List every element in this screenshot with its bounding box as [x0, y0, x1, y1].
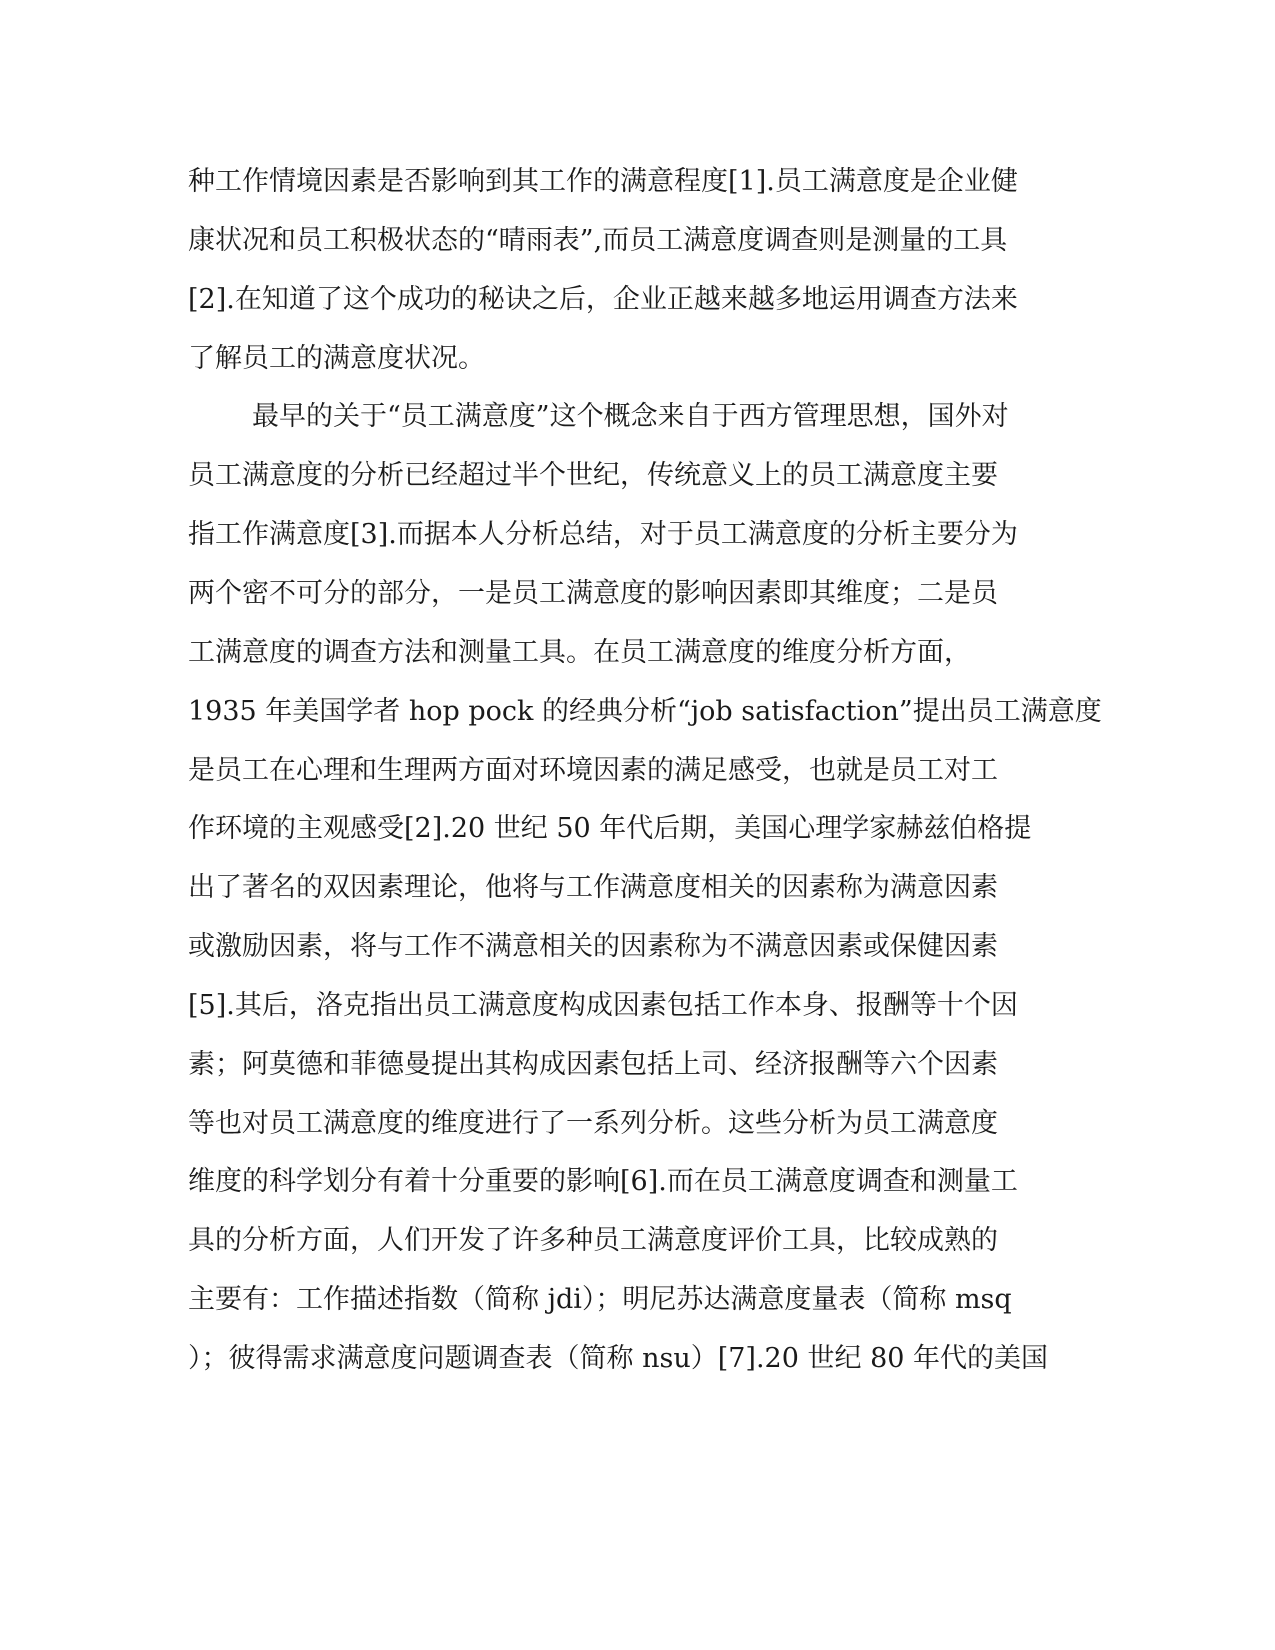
text-line: 作环境的主观感受[2].20 世纪 50 年代后期，美国心理学家赫兹伯格提 — [188, 813, 1032, 844]
text-line: 工满意度的调查方法和测量工具。在员工满意度的维度分析方面， — [188, 637, 971, 668]
text-line: 员工满意度的分析已经超过半个世纪，传统意义上的员工满意度主要 — [188, 460, 998, 491]
paragraph-first-line: 最早的关于“员工满意度”这个概念来自于西方管理思想，国外对 — [252, 401, 1009, 432]
text-line: 指工作满意度[3].而据本人分析总结，对于员工满意度的分析主要分为 — [188, 519, 1018, 550]
text-line: 等也对员工满意度的维度进行了一系列分析。这些分析为员工满意度 — [188, 1108, 998, 1139]
text-line: 康状况和员工积极状态的“晴雨表”,而员工满意度调查则是测量的工具 — [188, 225, 1008, 256]
text-line: [2].在知道了这个成功的秘诀之后，企业正越来越多地运用调查方法来 — [188, 284, 1018, 315]
text-line: ）；彼得需求满意度问题调查表（简称 nsu）[7].20 世纪 80 年代的美国 — [188, 1343, 1049, 1374]
text-line: 出了著名的双因素理论，他将与工作满意度相关的因素称为满意因素 — [188, 872, 998, 903]
text-line: 1935 年美国学者 hop pock 的经典分析“job satisfaction”提出员工满意度 — [188, 696, 1102, 727]
text-line: 素；阿莫德和菲德曼提出其构成因素包括上司、经济报酬等六个因素 — [188, 1049, 998, 1080]
text-line: 两个密不可分的部分，一是员工满意度的影响因素即其维度；二是员 — [188, 578, 998, 609]
text-line: 了解员工的满意度状况。 — [188, 343, 485, 374]
text-line: 具的分析方面，人们开发了许多种员工满意度评价工具，比较成熟的 — [188, 1225, 998, 1256]
text-line: 维度的科学划分有着十分重要的影响[6].而在员工满意度调查和测量工 — [188, 1166, 1018, 1197]
text-line: 种工作情境因素是否影响到其工作的满意程度[1].员工满意度是企业健 — [188, 166, 1018, 197]
text-line: [5].其后，洛克指出员工满意度构成因素包括工作本身、报酬等十个因 — [188, 990, 1018, 1021]
text-line: 主要有：工作描述指数（简称 jdi）；明尼苏达满意度量表（简称 msq — [188, 1284, 1012, 1315]
text-line: 或激励因素，将与工作不满意相关的因素称为不满意因素或保健因素 — [188, 931, 998, 962]
text-line: 是员工在心理和生理两方面对环境因素的满足感受，也就是员工对工 — [188, 755, 998, 786]
